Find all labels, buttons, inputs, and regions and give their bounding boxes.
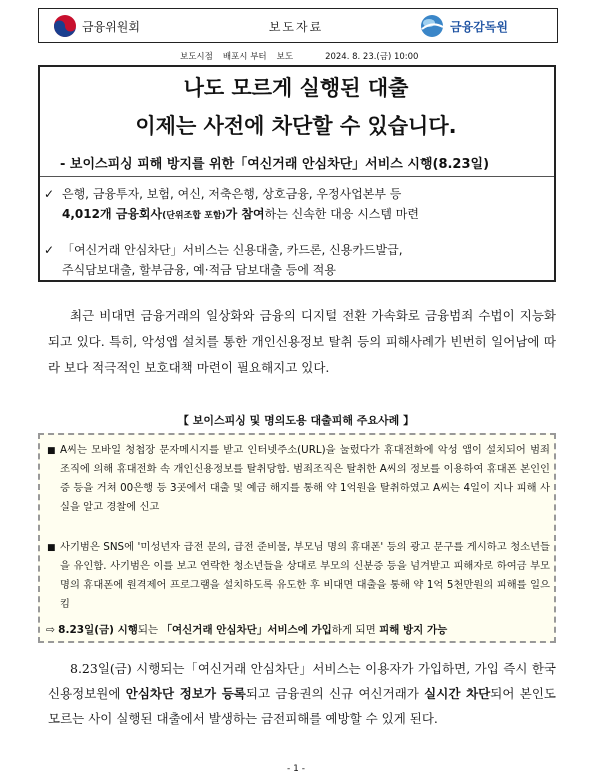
release-mode: 배포시 부터 — [222, 52, 267, 62]
divider — [40, 176, 554, 177]
fsc-name: 금융위원회 — [82, 19, 140, 34]
fss-sphere-icon — [418, 13, 446, 39]
square-bullet-icon: ■ — [47, 446, 56, 456]
case-item-2: ■ 사기범은 SNS에 '미성년자 급전 문의, 급전 준비물, 부모님 명의 휴대폰' 등의 광고 문구를 게시하고 청소년들을 유인함. 사기범은 이를 보고 연락한 청소년들을 상대로 부모의 신분증 등을 넘겨받고 피해자로 하여금 부모 명의 휴대폰에 원격제어 프로그램을 설치하도록 유도한 후 비대면 대출을 통해 약 1억 5천만원의 피해를 일으킴 — [47, 541, 550, 610]
page-number: - 1 - — [287, 764, 305, 774]
intro-paragraph: 최근 비대면 금융거래의 일상화와 금융의 디지털 전환 가속화로 금융범죄 수법이 지능화되고 있다. 특히, 악성앱 설치를 통한 개인신용정보 탈취 등의 피해사례가 빈번히 일어남에 따라 보다 적극적인 보호대책 마련이 필요해지고 있다. — [48, 308, 556, 375]
release-date: 2024. 8. 23.(금) 10:00 — [325, 52, 419, 62]
case-item-1: ■ A씨는 모바일 청첩장 문자메시지를 받고 인터넷주소(URL)을 눌렀다가 휴대전화에 악성 앱이 설치되어 범죄 조직에 의해 휴대전화 속 개인신용정보를 탈취당함. 범죄조직은 탈취한 A씨의 정보를 이용하여 휴대폰 본인인증 등을 거쳐 00은행 등 3곳에서 대출 및 예금 해지를 통해 약 1억원을 탈취하였고 A씨는 4일이 지나 피해 사실을 알고 경찰에 신고 — [47, 444, 550, 513]
release-kind: 보도 — [276, 52, 294, 62]
subtitle: - 보이스피싱 피해 방지를 위한「여신거래 안심차단」서비스 시행(8.23일) — [60, 157, 490, 172]
release-info — [180, 50, 418, 62]
check-icon: ✓ — [44, 243, 55, 257]
square-bullet-icon: ■ — [47, 543, 56, 553]
case-box-title: 【 보이스피싱 및 명의도용 대출피해 주요사례 】 — [177, 414, 415, 427]
headline-line1: 나도 모르게 실행된 대출 — [183, 76, 409, 100]
fss-logo — [418, 13, 508, 39]
summary-bullet-1: ✓ 은행, 금융투자, 보험, 여신, 저축은행, 상호금융, 우정사업본부 등 4,012개 금융회사(단위조합 포함)가 참여하는 신속한 대응 시스템 마련 — [62, 184, 542, 226]
fss-name: 금융감독원 — [450, 19, 508, 34]
check-icon: ✓ — [44, 187, 55, 201]
arrow-icon: ⇨ — [46, 624, 55, 636]
headline-line2: 이제는 사전에 차단할 수 있습니다. — [135, 114, 457, 138]
case-conclusion: ⇨ 8.23일(금) 시행되는 「여신거래 안심차단」서비스에 가입하게 되면 피해 방지 가능 — [46, 624, 448, 636]
summary-bullet-2: ✓ 「여신거래 안심차단」서비스는 신용대출, 카드론, 신용카드발급, 주식담보대출, 할부금융, 예·적금 담보대출 등에 적용 — [62, 240, 542, 280]
release-label: 보도시점 — [180, 52, 213, 62]
closing-paragraph: 8.23일(금) 시행되는「여신거래 안심차단」서비스는 이용자가 가입하면, 가입 즉시 한국신용정보원에 안심차단 정보가 등록되고 금융권의 신규 여신거래가 실시간 차단되어 본인도 모르는 사이 실행된 대출에서 발생하는 금전피해를 예방할 수 있게 된다. — [48, 661, 556, 726]
press-release-label: 보도자료 — [268, 20, 324, 34]
